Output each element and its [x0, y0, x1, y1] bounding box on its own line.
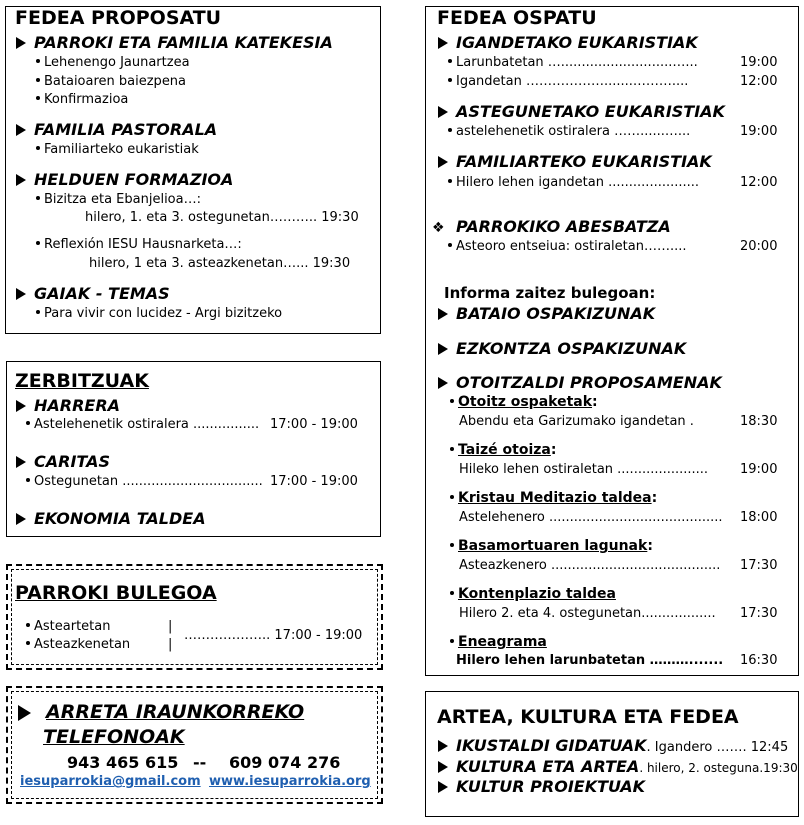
arrow-right-icon	[16, 174, 26, 186]
list-item: Hilero lehen igandetan ......................	[448, 175, 699, 190]
list-item: Asteoro entseiua: ostiraletan……....	[448, 239, 686, 254]
arrow-right-icon	[438, 308, 448, 320]
office-day: Asteartetan	[26, 619, 110, 634]
bullet-icon	[450, 447, 454, 451]
arrow-right-icon	[16, 288, 26, 300]
list-item: Reflexión IESU Hausnarketa…:	[36, 237, 242, 252]
arrow-right-icon	[438, 106, 448, 118]
phone-number[interactable]: 609 074 276	[229, 753, 341, 772]
section-ezkontza-ospakizunak: EZKONTZA OSPAKIZUNAK	[438, 339, 686, 358]
bullet-icon	[36, 196, 40, 200]
arrow-right-icon	[438, 761, 448, 773]
schedule-line: Hileko lehen ostiraletan ......................	[459, 462, 709, 477]
bullet-icon	[450, 399, 454, 403]
list-item: Astelehenetik ostiralera ................	[26, 417, 259, 432]
separator: |	[168, 619, 173, 634]
arrow-right-icon	[16, 513, 26, 525]
bulegoa-title: PARROKI BULEGOA	[15, 582, 217, 604]
arrow-right-icon	[438, 781, 448, 793]
informa-heading: Informa zaitez bulegoan:	[444, 284, 656, 302]
bullet-icon	[450, 543, 454, 547]
fedea-proposatu-title: FEDEA PROPOSATU	[15, 7, 222, 29]
prayer-group-heading: Kontenplazio taldea	[450, 586, 616, 602]
section-helduen-formazioa: HELDUEN FORMAZIOA	[16, 170, 233, 189]
arrow-right-icon	[16, 456, 26, 468]
schedule-line: hilero, 1. eta 3. ostegunetan……….. 19:30	[85, 210, 359, 225]
list-item: Bizitza eta Ebanjelioa…:	[36, 192, 201, 207]
time-value: 19:00	[740, 55, 778, 70]
time-value: 18:00	[740, 510, 778, 525]
artea-title: ARTEA, KULTURA ETA FEDEA	[437, 706, 739, 728]
phone-number[interactable]: 943 465 615	[67, 753, 179, 772]
time-value: 20:00	[740, 239, 778, 254]
bullet-icon	[26, 623, 30, 627]
bullet-icon	[36, 59, 40, 63]
time-value: 17:30	[740, 558, 778, 573]
arrow-right-icon	[438, 740, 448, 752]
section-parroki-katekesia: PARROKI ETA FAMILIA KATEKESIA	[16, 33, 333, 52]
arrow-right-icon	[16, 37, 26, 49]
list-item: Lehenengo Jaunartzea	[36, 55, 190, 70]
bullet-icon	[36, 241, 40, 245]
arrow-right-icon	[438, 343, 448, 355]
schedule-line: Hilero lehen larunbatetan ……….......	[456, 653, 724, 668]
section-igandetako-eukaristiak: IGANDETAKO EUKARISTIAK	[438, 33, 698, 52]
zerbitzuak-title: ZERBITZUAK	[15, 370, 149, 392]
list-item: Konfirmazioa	[36, 92, 128, 107]
section-otoitzaldi-proposamenak: OTOITZALDI PROPOSAMENAK	[438, 373, 722, 392]
office-day: Asteazkenetan	[26, 637, 130, 652]
bullet-icon	[26, 641, 30, 645]
section-familia-pastorala: FAMILIA PASTORALA	[16, 120, 217, 139]
section-caritas: CARITAS	[16, 452, 110, 471]
bullet-icon	[448, 59, 452, 63]
prayer-group-heading: Taizé otoiza:	[450, 442, 556, 458]
bullet-icon	[448, 128, 452, 132]
arrow-right-icon	[438, 377, 448, 389]
arrow-right-icon	[18, 705, 31, 721]
section-kultura-eta-artea: KULTURA ETA ARTEA. hilero, 2. osteguna.19:30	[438, 757, 798, 776]
time-value: 17:00 - 19:00	[270, 474, 358, 489]
separator: |	[168, 637, 173, 652]
section-harrera: HARRERA	[16, 396, 120, 415]
prayer-group-heading: Otoitz ospaketak:	[450, 394, 598, 410]
office-hours: ……………….. 17:00 - 19:00	[184, 628, 363, 643]
bullet-icon	[450, 591, 454, 595]
time-value: 12:00	[740, 74, 778, 89]
schedule-line: hilero, 1 eta 3. asteazkenetan…... 19:30	[89, 256, 351, 271]
arrow-right-icon	[16, 124, 26, 136]
arrow-right-icon	[438, 156, 448, 168]
prayer-group-heading: Basamortuaren lagunak:	[450, 538, 653, 554]
bullet-icon	[36, 146, 40, 150]
section-familiarteko-eukaristiak: FAMILIARTEKO EUKARISTIAK	[438, 152, 712, 171]
time-value: 18:30	[740, 414, 778, 429]
website-link[interactable]: www.iesuparrokia.org	[209, 774, 371, 789]
schedule-line: Abendu eta Garizumako igandetan .	[459, 414, 694, 429]
arrow-right-icon	[16, 400, 26, 412]
email-link[interactable]: iesuparrokia@gmail.com	[20, 774, 201, 789]
arrow-right-icon	[438, 37, 448, 49]
time-value: 19:00	[740, 462, 778, 477]
bullet-icon	[36, 96, 40, 100]
bullet-icon	[36, 78, 40, 82]
phone-separator: --	[193, 753, 207, 772]
bullet-icon	[450, 495, 454, 499]
list-item: Para vivir con lucidez - Argi bizitzeko	[36, 306, 282, 321]
prayer-group-heading: Eneagrama	[450, 634, 547, 650]
list-item: Familiarteko eukaristiak	[36, 142, 199, 157]
schedule-line: Hilero 2. eta 4. ostegunetan..................	[459, 606, 716, 621]
bullet-icon	[36, 310, 40, 314]
time-value: 12:00	[740, 175, 778, 190]
section-gaiak-temas: GAIAK - TEMAS	[16, 284, 170, 303]
fedea-ospatu-title: FEDEA OSPATU	[437, 7, 597, 29]
bullet-icon	[26, 478, 30, 482]
time-value: 19:00	[740, 124, 778, 139]
schedule-line: Asteazkenero .........................................	[459, 558, 721, 573]
bullet-icon	[26, 421, 30, 425]
prayer-group-heading: Kristau Meditazio taldea:	[450, 490, 657, 506]
section-parrokiko-abesbatza: ❖ PARROKIKO ABESBATZA	[432, 217, 671, 236]
schedule-line: Astelehenero ..........................................	[459, 510, 723, 525]
arreta-title-line2: TELEFONOAK	[43, 726, 185, 748]
section-bataio-ospakizunak: BATAIO OSPAKIZUNAK	[438, 304, 655, 323]
section-ekonomia-taldea: EKONOMIA TALDEA	[16, 509, 206, 528]
bullet-icon	[450, 639, 454, 643]
list-item: Larunbatetan …...........................…...	[448, 55, 698, 70]
list-item: Ostegunetan ..................................	[26, 474, 263, 489]
section-kultur-proiektuak: KULTUR PROIEKTUAK	[438, 777, 645, 796]
list-item: astelehenetik ostiralera ……......…...	[448, 124, 690, 139]
diamond-bullet-icon: ❖	[432, 220, 445, 236]
list-item: Bataioaren baiezpena	[36, 74, 186, 89]
bullet-icon	[448, 179, 452, 183]
section-ikustaldi-gidatuak: IKUSTALDI GIDATUAK. Igandero ……. 12:45	[438, 736, 788, 755]
arreta-title-line1: ARRETA IRAUNKORREKO	[46, 701, 305, 723]
bullet-icon	[448, 78, 452, 82]
list-item: Igandetan ……………….......………....	[448, 74, 688, 89]
bullet-icon	[448, 243, 452, 247]
section-astegunetako-eukaristiak: ASTEGUNETAKO EUKARISTIAK	[438, 102, 725, 121]
time-value: 17:00 - 19:00	[270, 417, 358, 432]
time-value: 16:30	[740, 653, 778, 668]
time-value: 17:30	[740, 606, 778, 621]
